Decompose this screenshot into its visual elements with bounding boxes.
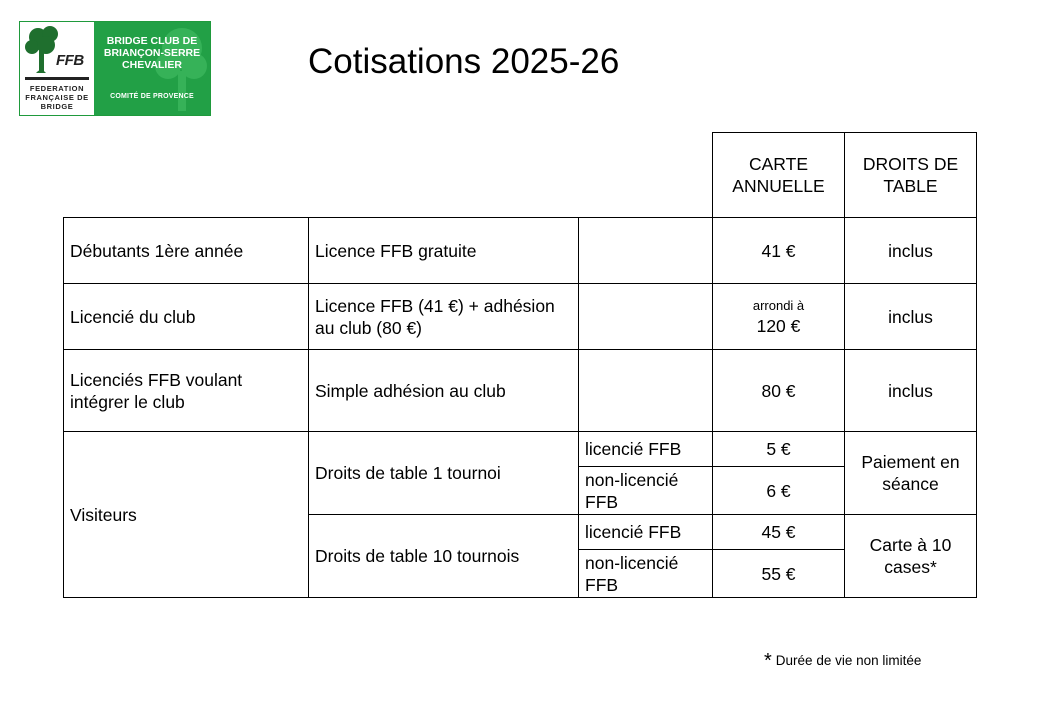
footnote-star: *	[764, 650, 772, 672]
footnote	[764, 650, 921, 673]
logo-divider	[25, 77, 89, 80]
tree-icon	[24, 25, 68, 77]
visitor-price-cell: 5 €	[713, 432, 845, 467]
club-logo	[19, 21, 211, 116]
formula-cell: Licence FFB (41 €) + adhésion au club (80 €)	[309, 284, 579, 350]
visitor-table-fee-cell: Paiement en séance	[845, 432, 977, 515]
annual-price-cell: 41 €	[713, 218, 845, 284]
page-title: Cotisations 2025-26	[308, 42, 620, 81]
visitor-row	[64, 432, 977, 467]
annual-price-cell: 80 €	[713, 350, 845, 432]
visitor-status-cell: non-licencié FFB	[579, 550, 713, 598]
visitor-formula-cell: Droits de table 10 tournois	[309, 515, 579, 598]
table-row	[64, 284, 977, 350]
visitor-price-cell: 55 €	[713, 550, 845, 598]
empty-cell	[579, 284, 713, 350]
formula-cell: Simple adhésion au club	[309, 350, 579, 432]
visitor-formula-cell: Droits de table 1 tournoi	[309, 432, 579, 515]
category-cell: Licenciés FFB voulant intégrer le club	[64, 350, 309, 432]
category-cell: Débutants 1ère année	[64, 218, 309, 284]
fees-table	[63, 132, 977, 598]
ffb-logo	[20, 22, 94, 115]
visitor-table-fee-cell: Carte à 10 cases*	[845, 515, 977, 598]
federation-name: FEDERATION FRANÇAISE DE BRIDGE	[25, 84, 89, 111]
visitor-price-cell: 6 €	[713, 467, 845, 515]
table-row	[64, 350, 977, 432]
empty-header-cell	[64, 133, 713, 218]
club-name: BRIDGE CLUB DE BRIANÇON-SERRE CHEVALIER	[103, 35, 201, 71]
header-table-fees: DROITS DE TABLE	[845, 133, 977, 218]
table-row	[64, 218, 977, 284]
category-cell: Licencié du club	[64, 284, 309, 350]
visitor-status-cell: licencié FFB	[579, 515, 713, 550]
formula-cell: Licence FFB gratuite	[309, 218, 579, 284]
ffb-mark: FFB	[56, 52, 84, 69]
header-row	[64, 133, 977, 218]
visitor-status-cell: licencié FFB	[579, 432, 713, 467]
annual-price: 120 €	[756, 315, 801, 336]
annual-note: arrondi à	[752, 297, 805, 313]
annual-price-cell	[713, 284, 845, 350]
visitor-status-cell: non-licencié FFB	[579, 467, 713, 515]
comite-name: COMITÉ DE PROVENCE	[110, 93, 194, 100]
table-fee-cell: inclus	[845, 284, 977, 350]
visitor-price-cell: 45 €	[713, 515, 845, 550]
empty-cell	[579, 218, 713, 284]
empty-cell	[579, 350, 713, 432]
visitors-category-cell: Visiteurs	[64, 432, 309, 598]
club-logo-panel	[94, 22, 210, 115]
table-fee-cell: inclus	[845, 350, 977, 432]
footnote-text: Durée de vie non limitée	[775, 653, 922, 668]
header-annual-card: CARTE ANNUELLE	[713, 133, 845, 218]
table-fee-cell: inclus	[845, 218, 977, 284]
